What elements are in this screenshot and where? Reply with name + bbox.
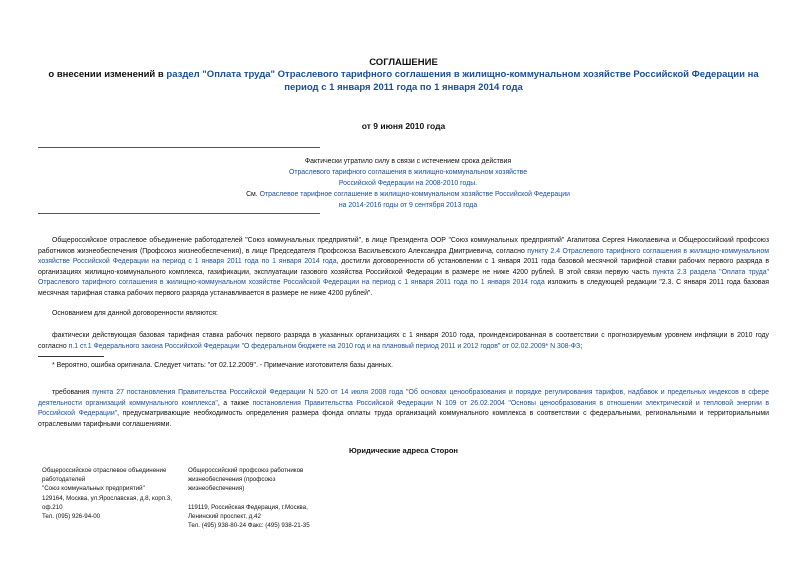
paragraph-text: , предусматривающие необходимость определения размера фонда оплаты труда организаций коммунального комплекса в соответствии с федеральными, региональными и территориальными отраслевыми тарифными соглашениями.: [38, 410, 770, 428]
address-line: Общероссийское отраслевое объединение: [42, 467, 167, 474]
address-union: [188, 466, 358, 530]
footnote-divider: [38, 356, 104, 357]
address-line: жизнеобеспечения): [188, 485, 245, 493]
address-line: 129164, Москва, ул.Ярославская, д.8, корп.3,: [42, 494, 172, 502]
paragraph-basis: [38, 309, 769, 320]
address-line: [188, 494, 358, 503]
divider-bottom: [38, 213, 320, 214]
footnote: [38, 361, 769, 372]
address-line: Ленинский проспект, д.42: [188, 513, 261, 520]
paragraph-tariff: [38, 331, 769, 352]
divider-top: [38, 147, 320, 148]
address-line: работодателей: [42, 476, 86, 484]
federal-law-link[interactable]: п.1 ст.1 Федерального закона Российской Федерации "О федеральном бюджете на 2010 год и на плановый период 2011 и 2012 годов" от 02.02.2009* N 308-ФЗ: [68, 342, 581, 350]
paragraph-text: фактически действующая базовая тарифная ставка рабочих первого разряда в указанных организациях с 1 января 2010 года, проиндексированная в соответствии с прогнозируемым уровнем инфляции в 2010 году согласно: [38, 332, 769, 350]
paragraph-text: ;: [580, 342, 583, 350]
status-note-link[interactable]: Отраслевое тарифное соглашение в жилищно-коммунальном хозяйстве Российской Федерации: [259, 191, 570, 198]
document-date: от 9 июня 2010 года: [361, 121, 446, 131]
paragraph-agreement: [38, 236, 769, 300]
address-line: жизнеобеспечения (профсоюз: [188, 476, 276, 484]
paragraph-text: Основанием для данной договоренности являются:: [52, 310, 218, 317]
status-note-prefix: См.: [246, 191, 260, 198]
status-note-link[interactable]: Отраслевого тарифного соглашения в жилищно-коммунальном хозяйстве: [288, 169, 528, 176]
address-line: Тел. (095) 926-94-00: [42, 513, 101, 521]
address-employers: [42, 466, 192, 521]
subtitle-link[interactable]: раздел "Оплата труда" Отраслевого тарифного соглашения в жилищно-коммунальном хозяйстве Российской Федерации на период с 1 января 2011 года по 1 января 2014 года: [166, 69, 759, 93]
paragraph-requirements: [38, 388, 769, 430]
address-line: "Союз коммунальных предприятий": [42, 485, 145, 493]
agreement-clause-link[interactable]: пункту 2.4 Отраслевого тарифного соглашения в жилищно-коммунальном хозяйстве Российской Федерации на период с 1 января 2011 года по 1 января 2014 года: [38, 247, 769, 266]
paragraph-text: , достигли договоренности об установлении с 1 января 2011 года базовой месячной тарифной ставки рабочих первого разряда в организациях жилищно-коммунального комплекса, газификации, эксплуатации газового хозяйства Российской Федерации в размере не ниже 4200 рублей. В этой связи первую часть: [38, 258, 769, 276]
resolution-109-link[interactable]: постановления Правительства Российской Федерации N 109 от 26.02.2004 "Основы ценообразования в отношении электрической и тепловой энергии в Российской Федерации": [38, 399, 770, 418]
subtitle-prefix: о внесении изменений в: [48, 69, 167, 80]
paragraph-text: , а также: [217, 399, 253, 407]
clause-2-3-link[interactable]: пункта 2.3 раздела "Оплата труда" Отраслевого тарифного соглашения в жилищно-коммунальном хозяйстве Российской Федерации на период с 1 января 2011 года по 1 января 2014 года: [38, 268, 769, 287]
resolution-520-link[interactable]: пункта 27 постановления Правительства Российской Федерации N 520 от 14 июля 2008 года "Об основах ценообразования и порядке регулирования тарифов, надбавок и предельных индексов в сфере деятельности организаций коммунального комплекса": [38, 389, 769, 407]
paragraph-text: требования: [52, 389, 93, 396]
document-title: СОГЛАШЕНИЕ: [369, 57, 438, 68]
address-line: 119119, Российская Федерация, г.Москва,: [188, 503, 308, 511]
address-line: Общероссийский профсоюз работников: [188, 467, 304, 474]
paragraph-text: Общероссийское отраслевое объединение работодателей "Союз коммунальных предприятий", в лице Президента ООР "Союз коммунальных предприятий" Агапитова Сергея Николаевича и Общероссийский профсоюз работников жизнеобеспечения (Профсоюз жизнеобеспечения), в лице Председателя Профсоюза Васильевского Александра Дмитриевича, согласно: [38, 237, 769, 255]
address-line: оф.210: [42, 503, 63, 511]
addresses-heading: Юридические адреса Сторон: [349, 446, 458, 455]
address-line: Тел. (495) 938-80-24 Факс: (495) 938-21-35: [188, 522, 310, 530]
status-note-link[interactable]: Российской Федерации на 2008-2010 годы.: [338, 180, 478, 187]
document-subtitle: [30, 68, 777, 94]
status-note-link[interactable]: на 2014-2016 годы от 9 сентября 2013 года: [338, 202, 478, 209]
status-note: [230, 156, 586, 211]
status-note-line: Фактически утратило силу в связи с истечением срока действия: [304, 158, 512, 165]
paragraph-text: изложить в следующей редакции "2.3. С января 2011 года базовая месячная тарифная ставка рабочих первого разряда устанавливается в размере не ниже 4200 рублей".: [38, 279, 770, 297]
footnote-text: * Вероятно, ошибка оригинала. Следует читать: "от 02.12.2009". - Примечание изготовителя базы данных.: [52, 362, 393, 369]
